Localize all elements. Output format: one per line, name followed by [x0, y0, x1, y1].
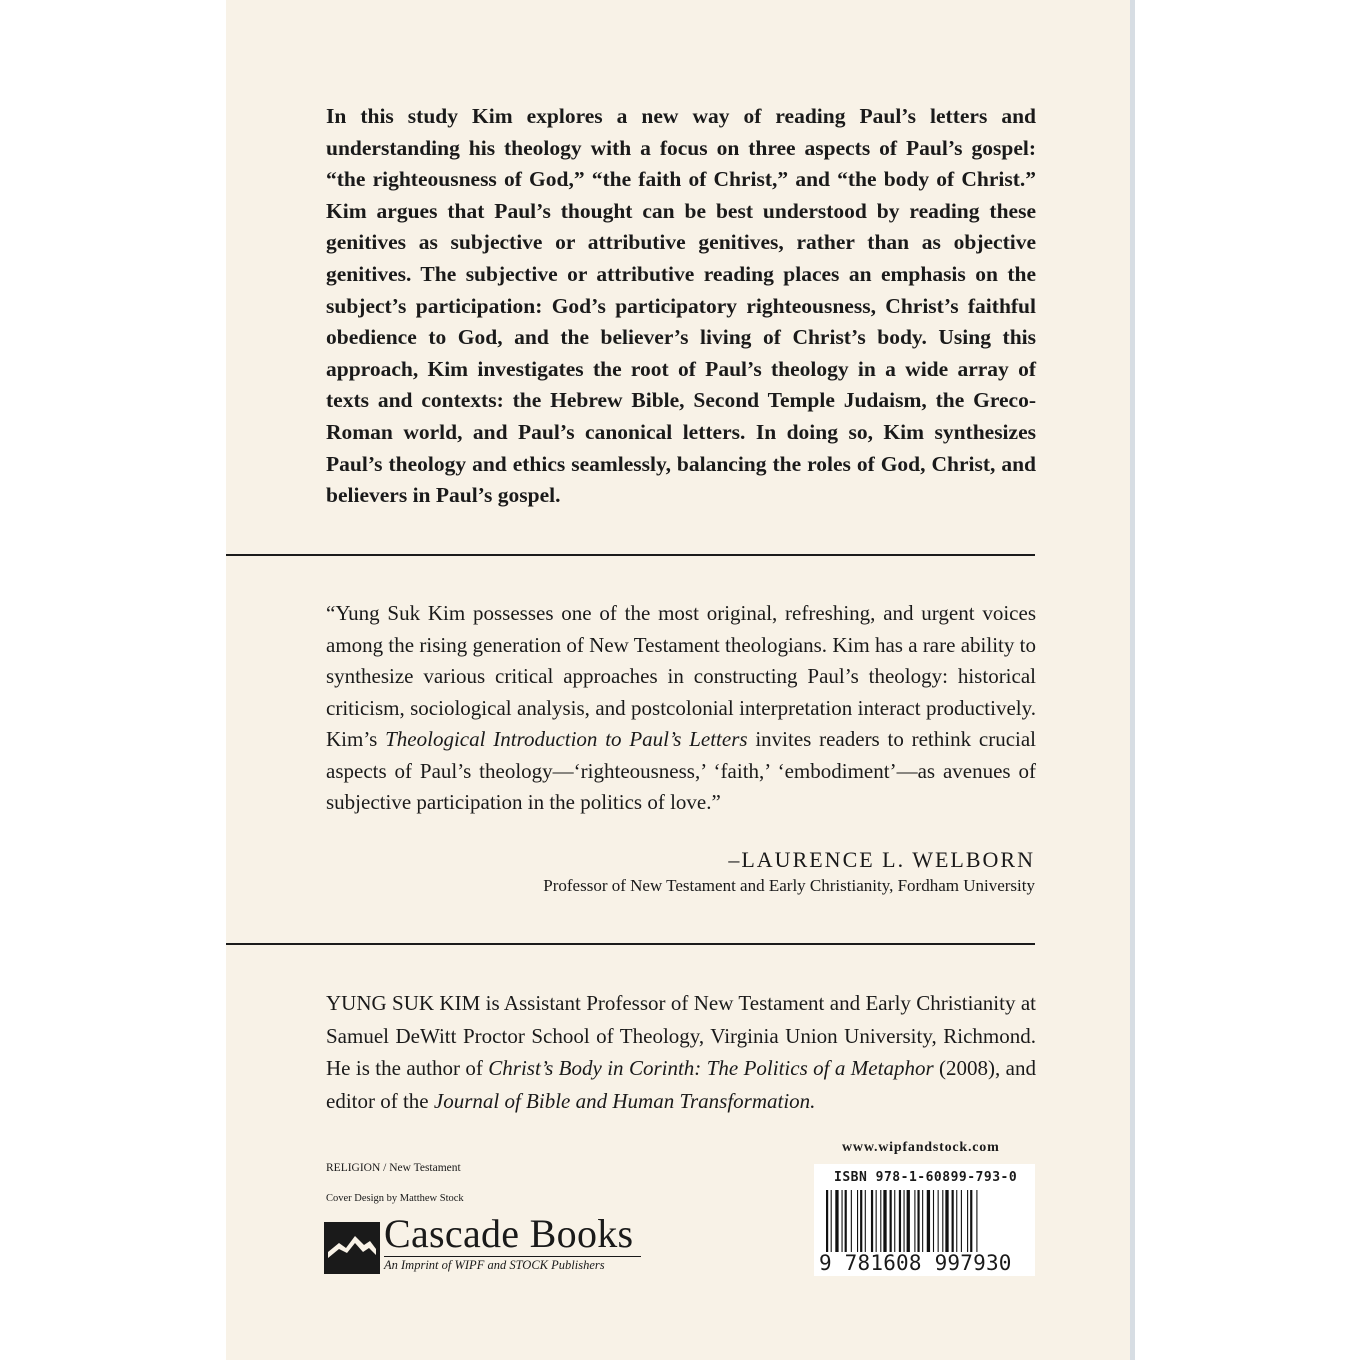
- publisher-name: Cascade Books: [384, 1211, 634, 1256]
- mountain-logo-icon: [324, 1222, 380, 1274]
- barcode: [814, 1164, 1035, 1276]
- cover-design-credit: Cover Design by Matthew Stock: [326, 1193, 464, 1204]
- publisher-logo: [324, 1211, 654, 1278]
- divider-bottom: [226, 943, 1035, 945]
- bio-text-start: YUNG SUK KIM is Assistant Professor of New Testament and Early Christianity at Samuel DeWitt Proctor School of Theology, Virginia Union University, Richmond. He is the author of: [326, 991, 1036, 1080]
- endorsement-quote: [326, 598, 1036, 819]
- barcode-digits: 9 781608 997930: [819, 1251, 1012, 1275]
- quote-book-title: Theological Introduction to Paul’s Letters: [385, 727, 748, 751]
- endorser-name: –LAURENCE L. WELBORN: [728, 847, 1035, 872]
- quote-text-start: “Yung Suk Kim possesses one of the most original, refreshing, and urgent voices among the rising generation of New Testament theologians. Kim has a rare ability to synthesize various critical approaches in constructing Paul’s theology: historical criticism, sociological analysis, and postcolonial interpretation interact productively. Kim’s: [326, 601, 1036, 751]
- publisher-tagline: An Imprint of WIPF and STOCK Publishers: [384, 1258, 605, 1272]
- bio-journal-title: Journal of Bible and Human Transformation.: [433, 1088, 816, 1113]
- logo-divider: [384, 1256, 641, 1257]
- endorser-affiliation: Professor of New Testament and Early Christianity, Fordham University: [543, 876, 1035, 895]
- publisher-website: www.wipfandstock.com: [842, 1140, 1000, 1155]
- bio-book-title: Christ’s Body in Corinth: The Politics of a Metaphor: [488, 1056, 934, 1080]
- author-bio: [326, 987, 1036, 1117]
- barcode-bars-icon: [826, 1190, 1023, 1252]
- divider-top: [226, 554, 1035, 556]
- category-label: RELIGION / New Testament: [326, 1162, 461, 1174]
- quote-text-end: invites readers to rethink crucial aspects of Paul’s theology—‘righteousness,’ ‘faith,’ ‘embodiment’—as avenues of subjective participation in the politics of love.”: [326, 727, 1037, 814]
- spine-edge: [1130, 0, 1135, 1360]
- isbn-label: ISBN 978-1-60899-793-0: [834, 1170, 1018, 1185]
- bio-text-middle: (2008), and editor of the: [326, 1056, 1036, 1113]
- book-blurb: In this study Kim explores a new way of reading Paul’s letters and understanding his theology with a focus on three aspects of Paul’s gospel: “the righteousness of God,” “the faith of Christ,” and “the body of Christ.” Kim argues that Paul’s thought can be best understood by reading these genitives as subjective or attributive genitives, rather than as objective genitives. The subjective or attributive reading places an emphasis on the subject’s participation: God’s participatory righteousness, Christ’s faithful obedience to God, and the believer’s living of Christ’s body. Using this approach, Kim investigates the root of Paul’s theology in a wide array of texts and contexts: the Hebrew Bible, Second Temple Judaism, the Greco-Roman world, and Paul’s canonical letters. In doing so, Kim synthesizes Paul’s theology and ethics seamlessly, balancing the roles of God, Christ, and believers in Paul’s gospel.: [326, 104, 1036, 508]
